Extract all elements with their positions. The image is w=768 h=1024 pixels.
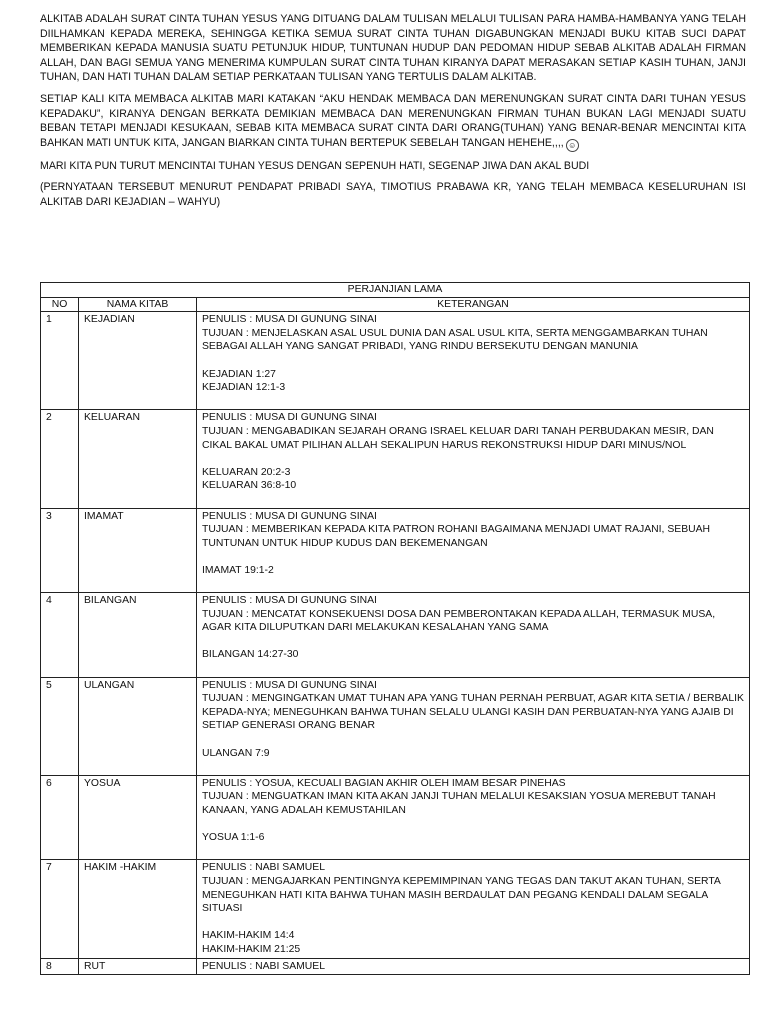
description-line [202,635,744,649]
book-name: KELUARAN [79,410,197,508]
book-description [197,312,750,410]
description-line: PENULIS : MUSA DI GUNUNG SINAI [202,679,377,691]
description-line [202,493,744,507]
row-number: 4 [41,593,79,678]
table-title: PERJANJIAN LAMA [41,283,750,298]
smiley-icon: ☺ [566,139,579,152]
description-line: KEJADIAN 12:1-3 [202,382,286,394]
description-line [202,733,744,747]
description-line [202,550,744,564]
description-line: TUJUAN : MENGAJARKAN PENTINGNYA KEPEMIMPINAN YANG TEGAS DAN TAKUT AKAN TUHAN, SERTA MENEGUHKAN HATI KITA BAHWA TUHAN MASIH BERDAULAT DAN PEGANG KENDALI DALAM SEGALA SITUASI [202,875,721,915]
book-description [197,410,750,508]
intro-paragraph-3: MARI KITA PUN TURUT MENCINTAI TUHAN YESUS DENGAN SEPENUH HATI, SEGENAP JIWA DAN AKAL BUDI [40,159,590,172]
description-line: KELUARAN 20:2-3 [202,466,291,478]
description-line [202,452,744,466]
row-number: 3 [41,508,79,593]
description-line [202,818,744,832]
column-header-keterangan: KETERANGAN [197,297,750,312]
book-name: HAKIM -HAKIM [79,860,197,958]
description-line: HAKIM-HAKIM 14:4 [202,930,295,942]
description-line: TUJUAN : MENGUATKAN IMAN KITA AKAN JANJI TUHAN MELALUI KESAKSIAN YOSUA MEREBUT TANAH KANAAN, YANG ADALAH KEMUSTAHILAN [202,791,716,816]
description-line: YOSUA 1:1-6 [202,832,265,844]
description-line: TUJUAN : MEMBERIKAN KEPADA KITA PATRON ROHANI BAGAIMANA MENJADI UMAT RAJANI, SEBUAH TUNTUNAN UNTUK HIDUP KUDUS DAN BEKEMENANGAN [202,524,711,549]
description-line: HAKIM-HAKIM 21:25 [202,943,301,955]
row-number: 5 [41,677,79,775]
book-description [197,860,750,958]
table-row [41,410,750,508]
book-name: RUT [79,958,197,975]
intro-text [40,12,746,217]
table-row [41,775,750,860]
intro-paragraph-2 [40,92,746,152]
book-description [197,593,750,678]
table-row [41,508,750,593]
book-name: IMAMAT [79,508,197,593]
description-line: TUJUAN : MENGINGATKAN UMAT TUHAN APA YANG TUHAN PERNAH PERBUAT, AGAR KITA SETIA / BERBALIK KEPADA-NYA; MENEGUHKAN BAHWA TUHAN SELALU ULANGI KASIH DAN PERBUATAN-NYA YANG AJAIB DI SETIAP GENERASI ORANG BENAR [202,693,744,732]
description-line: PENULIS : NABI SAMUEL [202,960,325,972]
book-description [197,508,750,593]
book-name: YOSUA [79,775,197,860]
description-line: KEJADIAN 1:27 [202,368,276,380]
description-line: PENULIS : MUSA DI GUNUNG SINAI [202,595,377,607]
description-line: PENULIS : NABI SAMUEL [202,862,325,874]
description-line: KELUARAN 36:8-10 [202,480,297,492]
row-number: 7 [41,860,79,958]
intro-paragraph-1: ALKITAB ADALAH SURAT CINTA TUHAN YESUS YANG DITUANG DALAM TULISAN MELALUI TULISAN PARA HAMBA-HAMBANYA YANG TELAH DIILHAMKAN KEPADA MEREKA, SEHINGGA KETIKA SEMUA SURAT CINTA TUHAN DIGABUNGKAN MENJADI BUKU KITAB SUCI DAPAT MEMBERIKAN KEPADA MANUSIA SUATU PETUNJUK HIDUP, TUNTUNAN HUDUP DAN PEDOMAN HIDUP SEBAB ALKITAB ADALAH FIRMAN ALLAH, DAN BAGI SEMUA YANG MENERIMA KUMPULAN SURAT CINTA TUHAN KIRANYA DAPAT MERASAKAN SETIAP KASIH TUHAN, JANJI TUHAN, DAN HATI TUHAN DALAM SETIAP PERKATAAN TULISAN YANG TERTULIS DALAM ALKITAB. [40,13,746,84]
description-line [202,845,744,859]
description-line [202,577,744,591]
intro-paragraph-4: (PERNYATAAN TERSEBUT MENURUT PENDAPAT PRIBADI SAYA, TIMOTIUS PRABAWA KR, YANG TELAH MEMBACA KESELURUHAN ISI ALKITAB DARI KEJADIAN – WAHYU) [40,181,746,208]
book-name: KEJADIAN [79,312,197,410]
book-description [197,958,750,975]
perjanjian-lama-table [40,282,750,975]
description-line: TUJUAN : MENCATAT KONSEKUENSI DOSA DAN PEMBERONTAKAN KEPADA ALLAH, TERMASUK MUSA, AGAR KITA DILUPUTKAN DARI MELAKUKAN KESALAHAN YANG SAMA [202,608,716,634]
table-row [41,312,750,410]
description-line: TUJUAN : MENGABADIKAN SEJARAH ORANG ISRAEL KELUAR DARI TANAH PERBUDAKAN MESIR, DAN CIKAL BAKAL UMAT PILIHAN ALLAH SEKALIPUN HARUS REKONSTRUKSI HIDUP DARI MINUS/NOL [202,425,714,451]
book-description [197,677,750,775]
row-number: 2 [41,410,79,508]
column-header-no: NO [41,297,79,312]
description-line: PENULIS : MUSA DI GUNUNG SINAI [202,510,377,522]
description-line: ULANGAN 7:9 [202,747,270,759]
table-row [41,958,750,975]
description-line: TUJUAN : MENJELASKAN ASAL USUL DUNIA DAN ASAL USUL KITA, SERTA MENGGAMBARKAN TUHAN SEBAGAI ALLAH YANG SANGAT PRIBADI, YANG RINDU BERSEKUTU DENGAN MANUNIA [202,327,708,353]
column-header-nama-kitab: NAMA KITAB [79,297,197,312]
table-row [41,860,750,958]
description-line [202,662,744,676]
description-line: BILANGAN 14:27-30 [202,649,299,661]
description-line [202,916,744,930]
row-number: 8 [41,958,79,975]
book-name: BILANGAN [79,593,197,678]
intro-paragraph-2-text: SETIAP KALI KITA MEMBACA ALKITAB MARI KATAKAN “AKU HENDAK MEMBACA DAN MERENUNGKAN SURAT CINTA DARI TUHAN YESUS KEPADAKU”, KIRANYA DENGAN BERKATA DEMIKIAN MEMBACA DAN MERENUNGKAN FIRMAN TUHAN BUKAN LAGI MENJADI SUATU BEBAN TETAPI MENJADI KESUKAAN, SEBAB KITA MEMBACA SURAT CINTA DARI ORANG(TUHAN) YANG BENAR-BENAR MENCINTAI KITA BAHKAN MATI UNTUK KITA, JANGAN BIARKAN CINTA TUHAN BERTEPUK SEBELAH TANGAN HEHEHE,,,, [40,92,746,149]
description-line [202,354,744,368]
description-line: PENULIS : YOSUA, KECUALI BAGIAN AKHIR OLEH IMAM BESAR PINEHAS [202,777,566,789]
book-description [197,775,750,860]
description-line: PENULIS : MUSA DI GUNUNG SINAI [202,412,377,424]
book-name: ULANGAN [79,677,197,775]
description-line [202,395,744,409]
description-line: IMAMAT 19:1-2 [202,564,274,576]
table-row [41,593,750,678]
row-number: 6 [41,775,79,860]
row-number: 1 [41,312,79,410]
description-line: PENULIS : MUSA DI GUNUNG SINAI [202,314,377,326]
table-row [41,677,750,775]
description-line [202,760,744,774]
